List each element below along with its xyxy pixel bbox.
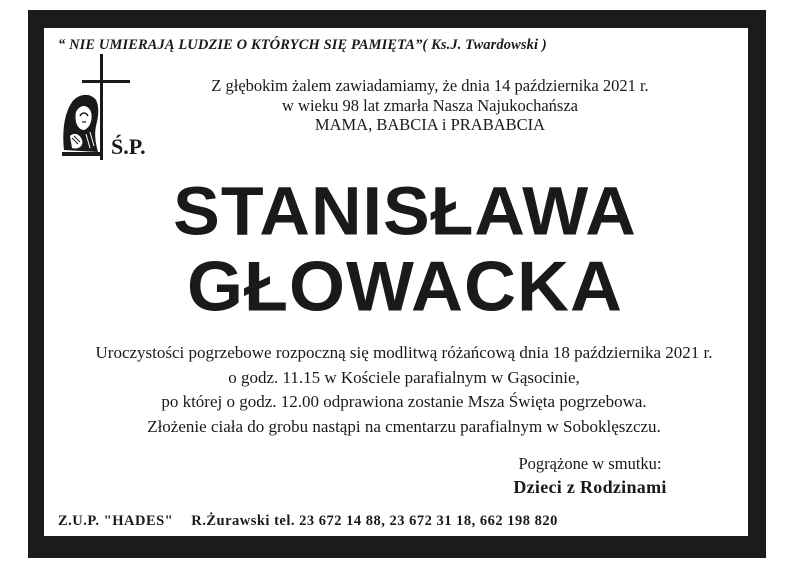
- announcement-line: MAMA, BABCIA i PRABABCIA: [314, 115, 546, 134]
- deceased-first-name: STANISŁAWA: [173, 172, 637, 250]
- funeral-detail-line: Uroczystości pogrzebowe rozpoczną się modlitwą różańcową dnia 18 października 2021 r.: [95, 343, 713, 362]
- family-signature: Dzieci z Rodzinami: [513, 477, 667, 497]
- mourning-line: Pogrążone w smutku:: [518, 454, 662, 473]
- funeral-home-name: Z.U.P. "HADES": [58, 513, 174, 529]
- announcement: [170, 76, 690, 135]
- deceased-last-name: GŁOWACKA: [187, 247, 623, 327]
- quote: “ NIE UMIERAJĄ LUDZIE O KTÓRYCH SIĘ PAMIĘTA”( Ks.J. Twardowski ): [58, 37, 547, 53]
- funeral-home-contact: R.Żurawski tel. 23 672 14 88, 23 672 31 18, 662 198 820: [191, 513, 558, 529]
- funeral-detail-line: po której o godz. 12.00 odprawiona zostanie Msza Święta pogrzebowa.: [161, 392, 647, 411]
- announcement-line: Z głębokim żalem zawiadamiamy, że dnia 14 października 2021 r.: [211, 76, 649, 95]
- sp-label: Ś.P.: [111, 134, 146, 159]
- funeral-home-footer: [58, 513, 558, 530]
- announcement-line: w wieku 98 lat zmarła Nasza Najukochańsza: [282, 95, 578, 115]
- funeral-details: [46, 341, 762, 439]
- signoff: [490, 454, 690, 500]
- funeral-detail-line: Złożenie ciała do grobu nastąpi na cmentarzu parafialnym w Soboklęszczu.: [147, 416, 661, 436]
- funeral-detail-line: o godz. 11.15 w Kościele parafialnym w Gąsocinie,: [228, 367, 580, 387]
